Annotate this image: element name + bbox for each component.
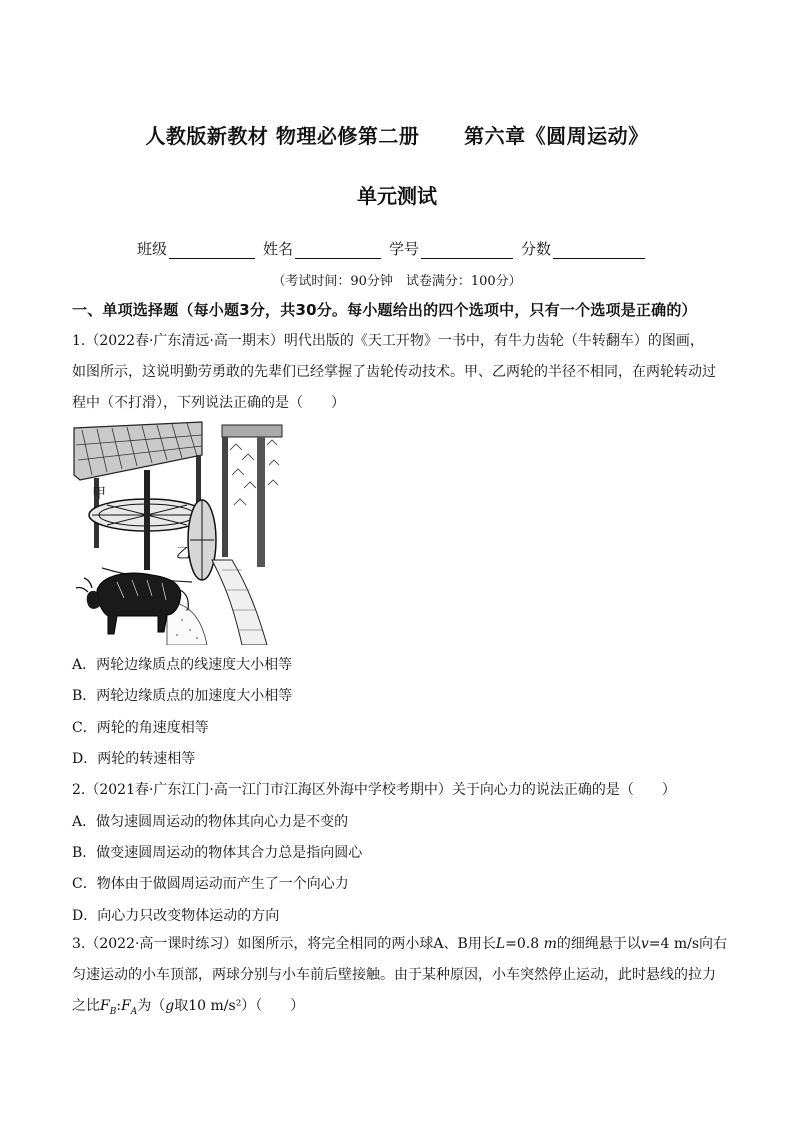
document-subtitle: 单元测试 [357,184,437,208]
question-3 [72,929,732,1028]
section-heading: 一、单项选择题（每小题3分，共30分。每小题给出的四个选项中，只有一个选项是正确的） [72,301,697,319]
title-part-textbook: 人教版新教材 物理必修第二册 [145,124,420,148]
exam-info: （考试时间：90分钟 试卷满分：100分） [272,274,522,289]
question-1 [72,326,732,419]
question-1-line: 如图所示，这说明勤劳勇敢的先辈们已经掌握了齿轮传动技术。甲、乙两轮的半径不相同，在两轮转动过 [72,364,716,380]
q1-option-b[interactable]: B．两轮边缘质点的加速度大小相等 [72,688,293,704]
question-3-line-3: 之比$F_B:F_A$为（g取10 m/s²）（ ） [72,998,305,1017]
score-label: 分数 [521,240,552,258]
name-blank[interactable] [295,242,381,259]
question-3-line-1: 3.（2022·高一课时练习）如图所示，将完全相同的两小球A、B用长L=0.8 m的细绳悬于以v=4 m/s向右 [72,936,728,952]
q2-option-b[interactable]: B．做变速圆周运动的物体其合力总是指向圆心 [72,845,363,861]
question-1-line: 1.（2022春·广东清远·高一期末）明代出版的《天工开物》一书中，有牛力齿轮（牛转翻车）的图画， [72,333,704,349]
class-blank[interactable] [169,242,255,259]
student-id-blank[interactable] [421,242,513,259]
name-label: 姓名 [263,240,294,258]
student-info-fields [137,238,645,259]
question-2: 2.（2021春·广东江门·高一江门市江海区外海中学校考期中）关于向心力的说法正确的是（ ） [72,782,676,798]
document-title [0,120,794,149]
student-id-label: 学号 [389,240,420,258]
class-field[interactable] [137,238,255,259]
q2-option-a[interactable]: A．做匀速圆周运动的物体其向心力是不变的 [72,814,349,830]
wheel-jia-label: 甲 [92,486,106,502]
wheel-yi-label: 乙 [176,546,190,562]
name-field[interactable] [263,238,381,259]
q1-option-d[interactable]: D．两轮的转速相等 [72,751,196,767]
student-id-field[interactable] [389,238,513,259]
question-3-line-2: 匀速运动的小车顶部，两球分别与小车前后壁接触。由于某种原因，小车突然停止运动，此时悬线的拉力 [72,967,716,983]
q1-option-c[interactable]: C．两轮的角速度相等 [72,720,209,736]
title-part-chapter: 第六章《圆周运动》 [464,124,649,148]
q2-option-c[interactable]: C．物体由于做圆周运动而产生了一个向心力 [72,876,349,892]
score-blank[interactable] [553,242,645,259]
ox-gear-illustration [72,420,287,645]
ox-gear-drawing [72,420,287,645]
score-field[interactable] [521,238,645,259]
question-1-line: 程中（不打滑），下列说法正确的是（ ） [72,395,345,411]
q1-option-a[interactable]: A．两轮边缘质点的线速度大小相等 [72,657,293,673]
q2-option-d[interactable]: D．向心力只改变物体运动的方向 [72,908,280,924]
class-label: 班级 [137,240,168,258]
